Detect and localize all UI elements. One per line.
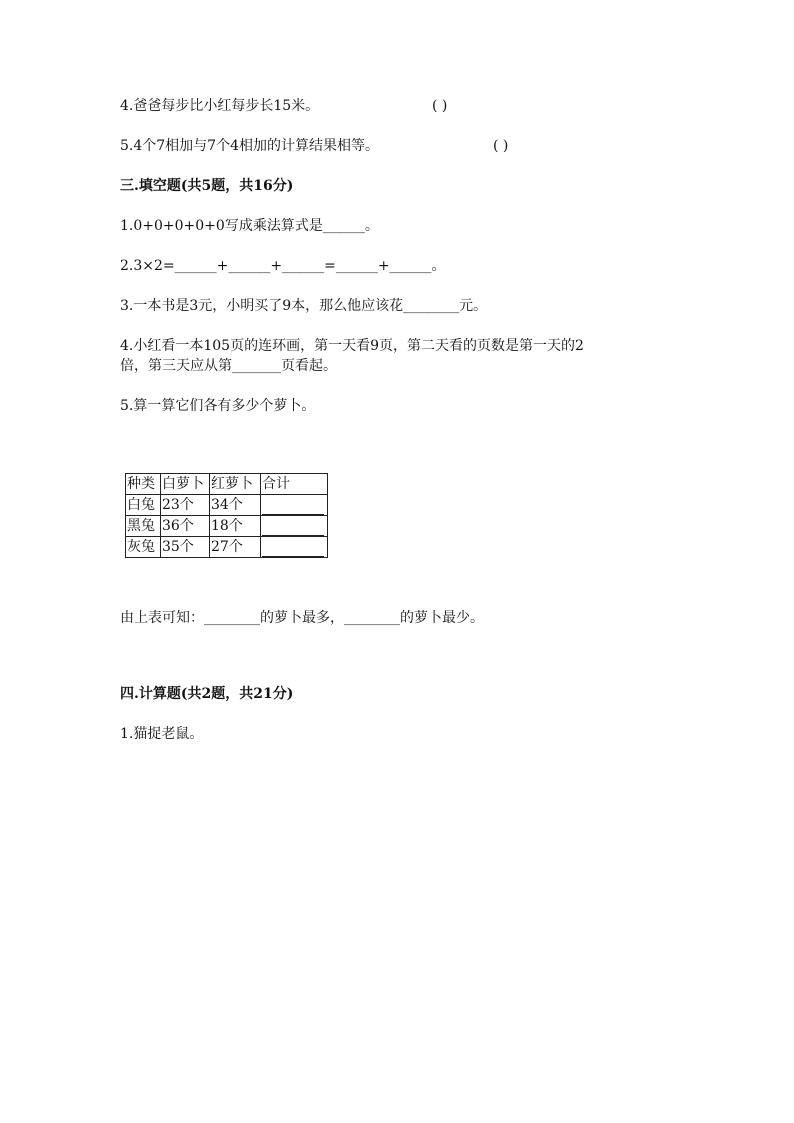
row-white-carrot: 36个 [161, 516, 210, 537]
table-row [126, 537, 328, 558]
row-rabbit: 白兔 [126, 495, 161, 516]
fill-question-4-line2: 倍，第三天应从第_______页看起。 [120, 358, 337, 374]
judge-question-5: 5.4个7相加与7个4相加的计算结果相等。 [120, 138, 379, 154]
header-white-carrot: 白萝卜 [161, 474, 210, 495]
calc-question-1: 1.猫捉老鼠。 [120, 726, 204, 742]
row-white-carrot: 35个 [161, 537, 210, 558]
fill-question-4-line1: 4.小红看一本105页的连环画，第一天看9页，第二天看的页数是第一天的2 [120, 338, 584, 354]
section-title-calculation: 四.计算题(共2题，共21分) [120, 686, 294, 702]
answer-bracket-5[interactable]: ( ) [493, 138, 509, 154]
header-kind: 种类 [126, 474, 161, 495]
answer-bracket-4[interactable]: ( ) [432, 98, 448, 114]
row-total-blank[interactable] [261, 495, 328, 516]
row-white-carrot: 23个 [161, 495, 210, 516]
row-total-blank[interactable] [261, 537, 328, 558]
section-title-fill-blank: 三.填空题(共5题，共16分) [120, 178, 294, 194]
table-row [126, 495, 328, 516]
fill-question-2: 2.3×2=______+______+______=______+______。 [120, 258, 446, 274]
carrot-table [125, 473, 328, 558]
table-row [126, 516, 328, 537]
row-total-blank[interactable] [261, 516, 328, 537]
fill-question-3: 3.一本书是3元，小明买了9本，那么他应该花________元。 [120, 298, 488, 314]
row-red-carrot: 34个 [210, 495, 261, 516]
row-red-carrot: 27个 [210, 537, 261, 558]
row-rabbit: 灰兔 [126, 537, 161, 558]
fill-question-5: 5.算一算它们各有多少个萝卜。 [120, 398, 316, 414]
table-conclusion: 由上表可知：________的萝卜最多，________的萝卜最少。 [120, 610, 484, 626]
judge-question-4: 4.爸爸每步比小红每步长15米。 [120, 98, 320, 114]
header-red-carrot: 红萝卜 [210, 474, 261, 495]
row-rabbit: 黑兔 [126, 516, 161, 537]
row-red-carrot: 18个 [210, 516, 261, 537]
header-total: 合计 [261, 474, 328, 495]
fill-question-1: 1.0+0+0+0+0写成乘法算式是______。 [120, 218, 379, 234]
table-header-row [126, 474, 328, 495]
